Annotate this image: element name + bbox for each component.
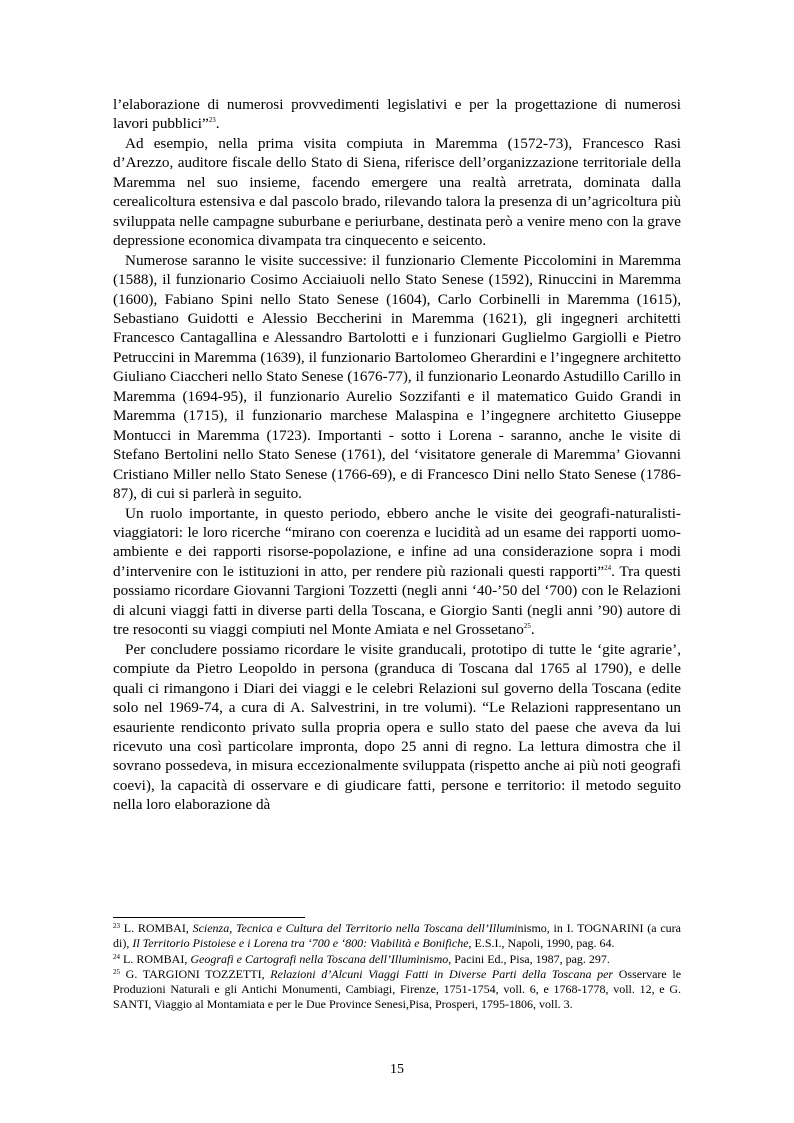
footnote-separator — [113, 917, 305, 918]
footnote-24: $^{24}$ L. ROMBAI, Geografi e Cartografi nella Toscana dell’Illuminismo, Pacini Ed., Pisa, 1987, pag. 297. — [113, 951, 610, 966]
footnote-ref-25[interactable]: 25 — [523, 622, 531, 631]
footnote-ref-24[interactable]: 24 — [604, 563, 612, 572]
paragraph-1: l’elaborazione di numerosi provvedimenti legislativi e per la progettazione di numerosi lavori pubblici”$^{23}$. — [113, 96, 681, 133]
paragraph-5: Per concludere possiamo ricordare le visite granducali, prototipo di tutte le ‘gite agrarie’, compiute da Pietro Leopoldo in persona (granduca di Toscana dal 1765 al 1790), e delle quali ci rimangono i Diari dei viaggi e le celebri Relazioni sul governo della Toscana (edite solo nel 1969-74, a cura di A. Salvestrini, in tre volumi). “Le Relazioni rappresentano un esauriente rendiconto privato sulla propria opera e sullo stato del paese che aveva da lui ricevuto una così particolare impronta, dopo 25 anni di regno. La lettura dimostra che il sovrano possedeva, in misura eccezionalmente sviluppata (rispetto anche ai più noti geografi coevi), la capacità di osservare e di giudicare fatti, persone e territorio: il metodo seguito nella loro elaborazione dà — [113, 640, 681, 814]
footnote-ref-23[interactable]: 23 — [208, 116, 216, 125]
footnote-25: $^{25}$ G. TARGIONI TOZZETTI, Relazioni d’Alcuni Viaggi Fatti in Diverse Parti della Toscana per Osservare le Produzioni Naturali e gli Antichi Monumenti, Cambiagi, Firenze, 1751-1754, voll. 6, e 1768-1778, voll. 12, e G. SANTI, Viaggio al Montamiata e per le Due Province Senesi,Pisa, Prosperi, 1795-1806, voll. 3. — [113, 966, 682, 1012]
body-text — [113, 95, 681, 815]
footnote-23: $^{23}$ L. ROMBAI, Scienza, Tecnica e Cultura del Territorio nella Toscana dell’Illuminismo, in I. TOGNARINI (a cura di), Il Territorio Pistoiese e i Lorena tra ‘700 e ‘800: Viabilità e Bonifiche, E.S.I., Napoli, 1990, pag. 64. — [113, 921, 681, 951]
paragraph-3: Numerose saranno le visite successive: il funzionario Clemente Piccolomini in Maremma (1588), il funzionario Cosimo Acciaiuoli nello Stato Senese (1592), Rinuccini in Maremma (1600), Fabiano Spini nello Stato Senese (1604), Carlo Corbinelli in Maremma (1615), Sebastiano Guidotti e Alessio Beccherini in Maremma (1621), gli ingegneri architetti Francesco Cantagallina e Alessandro Bartolotti e i funzionari Guglielmo Gargiolli e Pietro Petruccini in Maremma (1639), il funzionario Bartolomeo Gherardini e l’ingegnere architetto Giuliano Ciaccheri nello Stato Senese (1676-77), il funzionario Leonardo Astudillo Carillo in Maremma (1694-95), il funzionario Aurelio Sozzifanti e il matematico Guido Grandi in Maremma (1715), il funzionario marchese Malaspina e l’ingegnere architetto Giuseppe Montucci in Maremma (1723). Importanti - sotto i Lorena - saranno, anche le visite di Stefano Bertolini nello Stato Senese (1761), del ‘visitatore generale di Maremma’ Giovanni Cristiano Miller nello Stato Senese (1766-69), e di Francesco Dini nello Stato Senese (1786-87), di cui si parlerà in seguito. — [113, 251, 681, 503]
footnotes — [113, 921, 681, 1013]
paragraph-2: Ad esempio, nella prima visita compiuta in Maremma (1572-73), Francesco Rasi d’Arezzo, auditore fiscale dello Stato di Siena, riferisce dell’organizzazione territoriale della Maremma nel suo insieme, facendo emergere una realtà arretrata, dominata dalla cerealicoltura estensiva e dal pascolo brado, rilevando talora la presenza di un’agricoltura più sviluppata nelle campagne suburbane e periurbane, destinata però a venire meno con la grave depressione economica divampata tra cinquecento e seicento. — [113, 134, 681, 250]
page-number: 15 — [390, 1062, 404, 1077]
paragraph-4: Un ruolo importante, in questo periodo, ebbero anche le visite dei geografi-naturalisti-viaggiatori: le loro ricerche “mirano con coerenza e lucidità ad un esame dei rapporti uomo-ambiente e dei rapporti risorse-popolazione, e infine ad una considerazione sopra i modi d’intervenire con le istituzioni in atto, per rendere più razionali questi rapporti”$^{24}$. Tra questi possiamo ricordare Giovanni Targioni Tozzetti (negli anni ‘40-’50 del ‘700) con le Relazioni di alcuni viaggi fatti in diverse parti della Toscana, e Giorgio Santi (negli anni ’90) autore di tre resoconti su viaggi compiuti nel Monte Amiata e nel Grossetano$^{25}$. — [113, 504, 681, 639]
